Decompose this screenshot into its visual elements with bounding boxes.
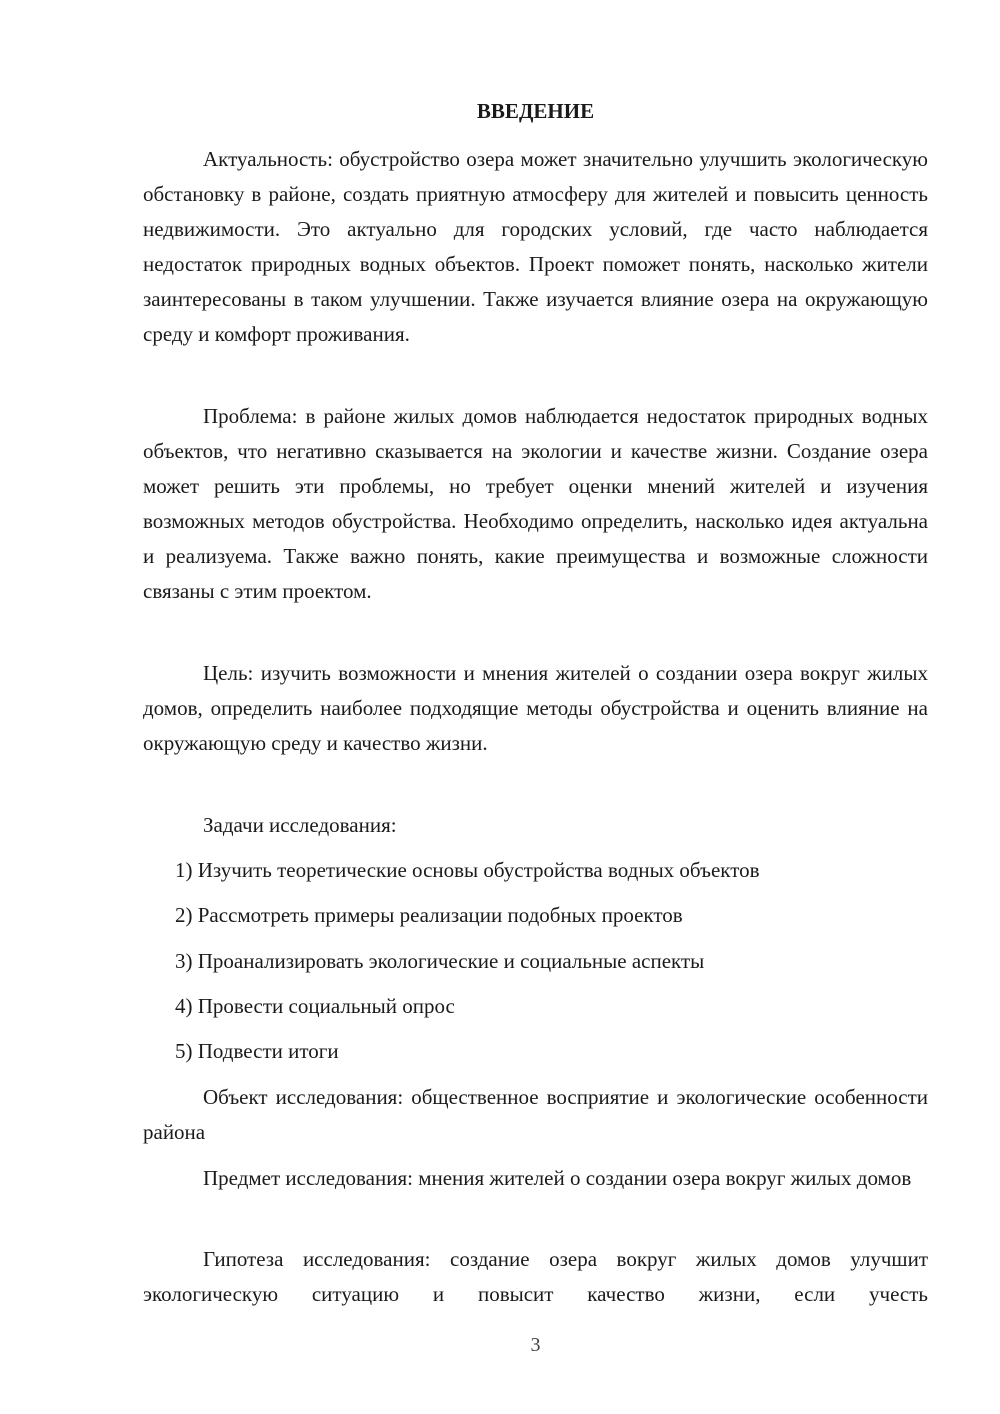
paragraph-object: Объект исследования: общественное восприятие и экологические особенности района [143,1085,928,1144]
page-number: 3 [530,1334,541,1356]
section-heading: ВВЕДЕНИЕ [476,99,595,123]
paragraph-relevance: Актуальность: обустройство озера может значительно улучшить экологическую обстановку в районе, создать приятную атмосферу для жителей и повысить ценность недвижимости. Это актуально для городских условий, где часто наблюдается недостаток природных водных объектов. Проект поможет понять, насколько жители заинтересованы в таком улучшении. Также изучается влияние озера на окружающую среду и комфорт проживания. [143,147,928,346]
task-list-item: 3) Проанализировать экологические и социальные аспекты [175,949,705,973]
paragraph-hypothesis: Гипотеза исследования: создание озера вокруг жилых домов улучшит экологическую ситуацию и повысит качество жизни, если учесть [143,1247,928,1306]
task-list-item: 2) Рассмотреть примеры реализации подобных проектов [175,903,683,927]
paragraph-problem: Проблема: в районе жилых домов наблюдается недостаток природных водных объектов, что негативно сказывается на экологии и качестве жизни. Создание озера может решить эти проблемы, но требует оценки мнений жителей и изучения возможных методов обустройства. Необходимо определить, насколько идея актуальна и реализуема. Также важно понять, какие преимущества и возможные сложности связаны с этим проектом. [143,404,928,603]
task-list-item: 1) Изучить теоретические основы обустройства водных объектов [175,858,760,882]
paragraph-goal: Цель: изучить возможности и мнения жителей о создании озера вокруг жилых домов, определить наиболее подходящие методы обустройства и оценить влияние на окружающую среду и качество жизни. [143,661,928,755]
task-list-item: 5) Подвести итоги [175,1039,339,1063]
task-list-item: 4) Провести социальный опрос [175,994,455,1018]
paragraph-subject: Предмет исследования: мнения жителей о создании озера вокруг жилых домов [203,1166,912,1190]
tasks-title: Задачи исследования: [203,813,397,837]
